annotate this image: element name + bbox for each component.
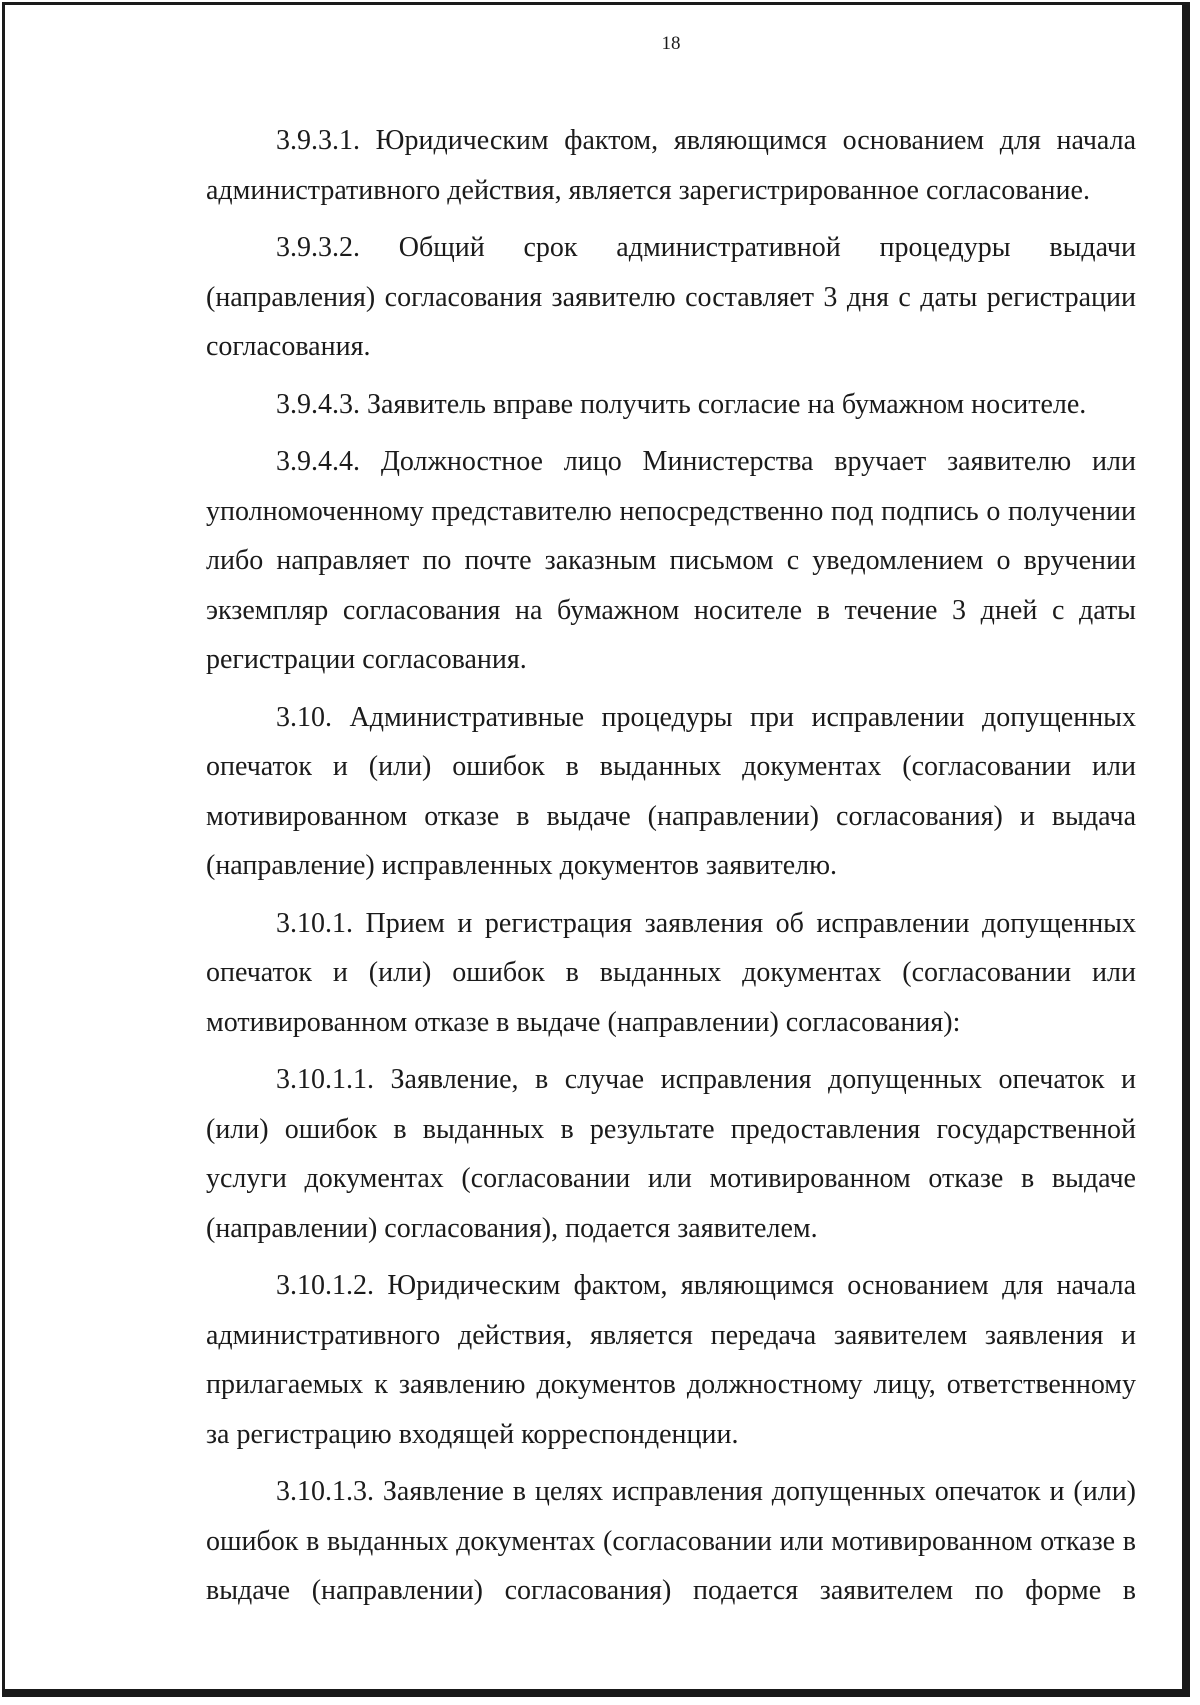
paragraph-3-10-1-3: 3.10.1.3. Заявление в целях исправления допущенных опечаток и (или) ошибок в выданных документах (согласовании или мотивированном отказе в выдаче (направлении) согласования) подается заявителем по форме в xyxy=(206,1476,1136,1606)
paragraph-3-10: 3.10. Административные процедуры при исправлении допущенных опечаток и (или) ошибок в выданных документах (согласовании или мотивированном отказе в выдаче (направлении) согласования) и выдача (направление) исправленных документов заявителю. xyxy=(206,701,1136,881)
paragraph-3-9-3-1: 3.9.3.1. Юридическим фактом, являющимся основанием для начала административного действия, является зарегистрированное согласование. xyxy=(206,125,1136,206)
paragraph-3-10-1: 3.10.1. Прием и регистрация заявления об исправлении допущенных опечаток и (или) ошибок в выданных документах (согласовании или мотивированном отказе в выдаче (направлении) согласования): xyxy=(206,907,1136,1038)
paragraph-3-9-4-3: 3.9.4.3. Заявитель вправе получить согласие на бумажном носителе. xyxy=(276,388,1087,420)
document-page xyxy=(206,30,1136,1624)
paragraph-3-10-1-2: 3.10.1.2. Юридическим фактом, являющимся основанием для начала административного действия, является передача заявителем заявления и прилагаемых к заявлению документов должностному лицу, ответственному за регистрацию входящей корреспонденции. xyxy=(206,1270,1136,1450)
paragraph-3-9-3-2: 3.9.3.2. Общий срок административной процедуры выдачи (направления) согласования заявителю составляет 3 дня с даты регистрации согласования. xyxy=(206,232,1136,362)
page-number: 18 xyxy=(661,33,681,54)
paragraph-3-9-4-4: 3.9.4.4. Должностное лицо Министерства вручает заявителю или уполномоченному представителю непосредственно под подпись о получении либо направляет по почте заказным письмом с уведомлением о вручении экземпляр согласования на бумажном носителе в течение 3 дней с даты регистрации согласования. xyxy=(206,446,1136,675)
paragraph-3-10-1-1: 3.10.1.1. Заявление, в случае исправления допущенных опечаток и (или) ошибок в выданных в результате предоставления государственной услуги документах (согласовании или мотивированном отказе в выдаче (направлении) согласования), подается заявителем. xyxy=(206,1064,1136,1244)
